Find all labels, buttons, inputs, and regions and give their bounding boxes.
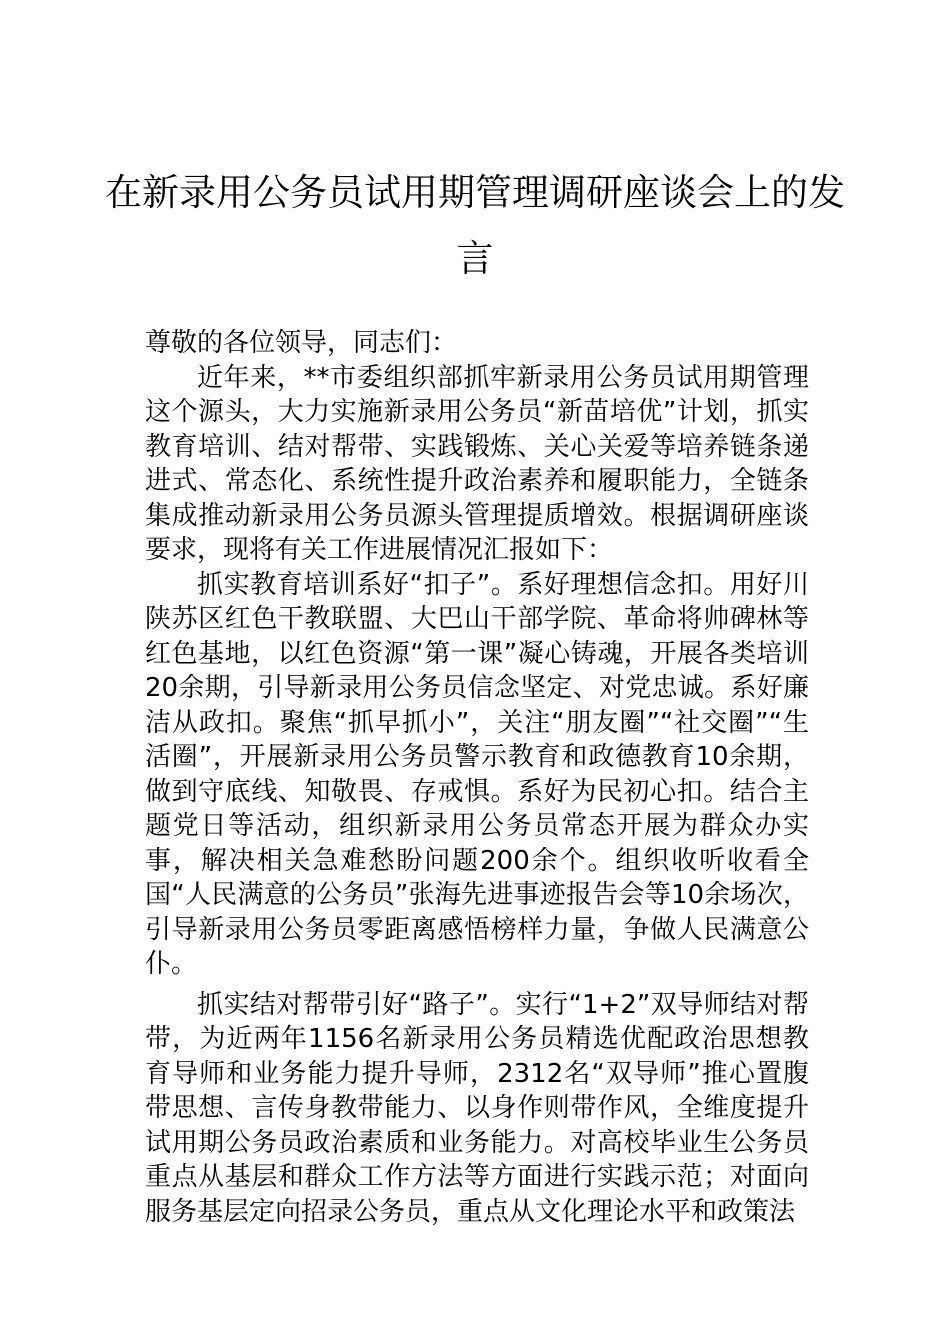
paragraph-education-training: 抓实教育培训系好“扣子”。系好理想信念扣。用好川陕苏区红色干教联盟、大巴山干部学院、革命将帅碑林等红色基地，以红色资源“第一课”凝心铸魂，开展各类培训20余期，引导新录用公务员信念坚定、对党忠诚。系好廉洁从政扣。聚焦“抓早抓小”，关注“朋友圈”“社交圈”“生活圈”，开展新录用公务员警示教育和政德教育10余期，做到守底线、知敬畏、存戒惧。系好为民初心扣。结合主题党日等活动，组织新录用公务员常态开展为群众办实事，解决相关急难愁盼问题200余个。组织收听收看全国“人民满意的公务员”张海先进事迹报告会等10余场次，引导新录用公务员零距离感悟榜样力量，争做人民满意公仆。 [145, 569, 809, 979]
paragraph-intro: 近年来，**市委组织部抓牢新录用公务员试用期管理这个源头，大力实施新录用公务员“新苗培优”计划，抓实教育培训、结对帮带、实践锻炼、关心关爱等培养链条递进式、常态化、系统性提升政治素养和履职能力，全链条集成推动新录用公务员源头管理提质增效。根据调研座谈要求，现将有关工作进展情况汇报如下： [145, 362, 809, 565]
document-body [145, 326, 809, 1229]
paragraph-mentoring: 抓实结对帮带引好“路子”。实行“1+2”双导师结对帮带，为近两年1156名新录用公务员精选优配政治思想教育导师和业务能力提升导师，2312名“双导师”推心置腹带思想、言传身教带能力、以身作则带作风，全维度提升试用期公务员政治素质和业务能力。对高校毕业生公务员重点从基层和群众工作方法等方面进行实践示范；对面向服务基层定向招录公务员，重点从文化理论水平和政策法 [145, 989, 809, 1227]
document-title: 在新录用公务员试用期管理调研座谈会上的发言 [105, 171, 845, 280]
salutation: 尊敬的各位领导，同志们： [145, 328, 458, 358]
